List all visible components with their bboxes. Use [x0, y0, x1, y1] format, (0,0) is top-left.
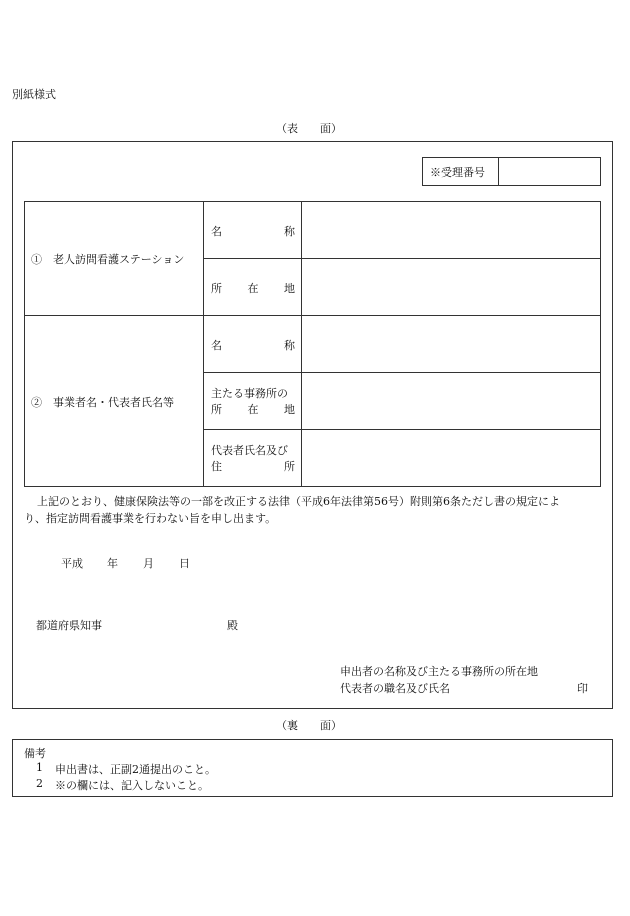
notes-item-1-number: 1 [36, 761, 43, 774]
front-side-title: （表 面） [276, 122, 342, 135]
notes-item-2-number: 2 [36, 777, 43, 790]
form-label: 別紙様式 [12, 88, 56, 101]
notes-item-2-text: ※の欄には、記入しないこと。 [55, 779, 209, 792]
notes-item-1-text: 申出書は、正副2通提出のこと。 [55, 763, 216, 776]
section2-name-label: 名 称 [211, 339, 295, 352]
section2-office-label-line2: 所 在 地 [211, 403, 295, 416]
applicant-line1: 申出者の名称及び主たる事務所の所在地 [340, 665, 538, 678]
section2-rep-label-line1: 代表者氏名及び [211, 444, 288, 457]
seal-mark: 印 [577, 682, 588, 695]
section1-station-label: ① 老人訪問看護ステーション [31, 253, 185, 266]
date-month: 月 [143, 557, 154, 570]
date-era: 平成 [61, 557, 83, 570]
application-table [24, 201, 601, 487]
date-day: 日 [179, 557, 190, 570]
honorific: 殿 [227, 619, 238, 632]
receipt-number-label: ※受理番号 [430, 166, 485, 179]
section1-location-label: 所 在 地 [211, 282, 295, 295]
section1-name-label: 名 称 [211, 225, 295, 238]
section2-operator-label: ② 事業者名・代表者氏名等 [31, 396, 174, 409]
statement-line2: り、指定訪問看護事業を行わない旨を申し出ます。 [24, 512, 277, 525]
date-year: 年 [107, 557, 118, 570]
notes-title: 備考 [24, 747, 46, 760]
applicant-line2: 代表者の職名及び氏名 [340, 682, 450, 695]
section2-rep-label-line2: 住 所 [211, 460, 295, 473]
addressee: 都道府県知事 [36, 619, 102, 632]
statement-line1: 上記のとおり、健康保険法等の一部を改正する法律（平成6年法律第56号）附則第6条ただし書の規定によ [37, 495, 560, 508]
section2-office-label-line1: 主たる事務所の [211, 387, 288, 400]
back-side-title: （裏 面） [276, 719, 342, 732]
